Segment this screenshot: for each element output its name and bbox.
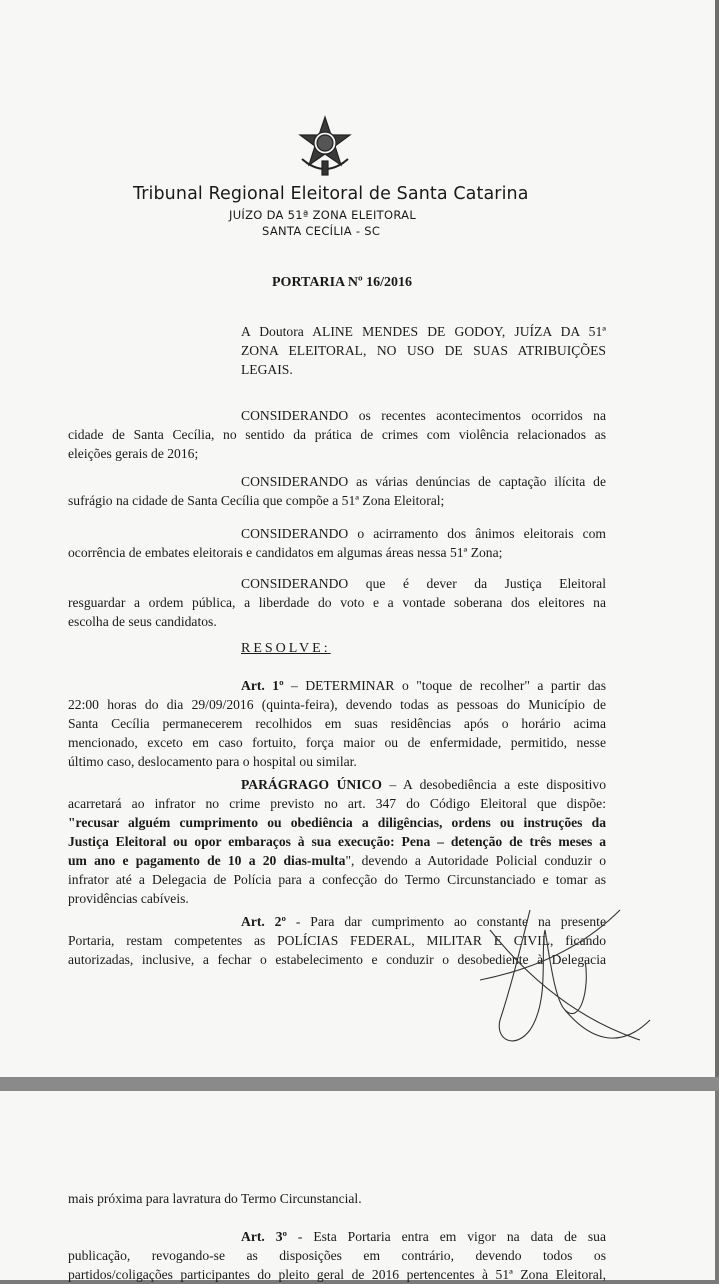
paragraph-line: publicação, revogando-se as disposições em contrário, devendo todos os <box>68 1248 606 1263</box>
paragrafo-text: – A desobediência a este dispositivo <box>381 777 606 792</box>
paragraph-line: escolha de seus candidatos. <box>68 614 217 629</box>
paragraph-line: eleições gerais de 2016; <box>68 446 199 461</box>
paragraph-line: CONSIDERANDO o acirramento dos ânimos eleitorais com <box>241 526 606 541</box>
paragraph-line: Justiça Eleitoral ou opor embaraços à sua execução: Pena – detenção de três meses a <box>68 834 606 849</box>
penalty-text: um ano e pagamento de 10 a 20 dias-multa <box>68 853 346 868</box>
paragraph-line: partidos/coligações participantes do pleito geral de 2016 pertencentes à 51ª Zona Eleitoral, <box>68 1267 606 1282</box>
article-1 <box>68 676 606 771</box>
article-3 <box>68 1227 606 1284</box>
paragraph-line: Portaria, restam competentes as POLÍCIAS FEDERAL, MILITAR E CIVIL, ficando <box>68 933 606 948</box>
intro-line: ZONA ELEITORAL, NO USO DE SUAS ATRIBUIÇÕES <box>241 343 606 358</box>
paragrafo-unico <box>68 775 606 908</box>
paragraph-line: acarretará ao infrator no crime previsto no art. 347 do Código Eleitoral que dispõe: <box>68 796 606 811</box>
paragraph-line: CONSIDERANDO que é dever da Justiça Eleitoral <box>241 576 606 591</box>
article-2-continued <box>68 1189 606 1208</box>
intro-paragraph <box>241 322 606 379</box>
considerando-4 <box>68 574 606 631</box>
resolve-heading: RESOLVE: <box>241 641 331 656</box>
article-1-text: – DETERMINAR o "toque de recolher" a partir das <box>283 678 606 693</box>
paragraph-line: "recusar alguém cumprimento ou obediência a diligências, ordens ou instruções da <box>68 815 606 830</box>
paragraph-line <box>68 775 606 794</box>
paragraph-line: mais próxima para lavratura do Termo Circunstancial. <box>68 1191 362 1206</box>
considerando-3 <box>68 524 606 562</box>
paragraph-line: infrator até a Delegacia de Polícia para a confecção do Termo Circunstanciado e tomar as <box>68 872 606 887</box>
document-title: PORTARIA Nº 16/2016 <box>272 275 412 290</box>
court-zone: JUÍZO DA 51ª ZONA ELEITORAL <box>229 208 417 222</box>
court-city: SANTA CECÍLIA - SC <box>262 224 381 238</box>
considerando-1 <box>68 406 606 463</box>
article-3-text: - Esta Portaria entra em vigor na data de sua <box>286 1229 606 1244</box>
handwritten-signature <box>470 890 680 1060</box>
paragraph-line: autorizadas, inclusive, a fechar o estabelecimento e conduzir o desobediente à Delegacia <box>68 952 606 967</box>
article-2-text: - Para dar cumprimento ao constante na presente <box>285 914 606 929</box>
intro-line: A Doutora ALINE MENDES DE GODOY, JUÍZA DA 51ª <box>241 324 606 339</box>
paragraph-line: ocorrência de embates eleitorais e candidatos em algumas áreas nessa 51ª Zona; <box>68 545 503 560</box>
paragraph-line <box>68 676 606 695</box>
document-page-2 <box>0 1091 715 1280</box>
paragraph-line <box>68 851 606 870</box>
paragraph-line: 22:00 horas do dia 29/09/2016 (quinta-feira), devendo todas as pessoas do Município de <box>68 697 606 712</box>
paragraph-line: CONSIDERANDO os recentes acontecimentos ocorridos na <box>241 408 606 423</box>
penalty-rest: ", devendo a Autoridade Policial conduzir o <box>345 853 606 868</box>
article-1-label: Art. 1º <box>241 678 284 693</box>
paragraph-line: sufrágio na cidade de Santa Cecília que compõe a 51ª Zona Eleitoral; <box>68 493 445 508</box>
paragraph-line: CONSIDERANDO as várias denúncias de captação ilícita de <box>241 474 606 489</box>
page-separator <box>0 1077 719 1091</box>
paragraph-line: último caso, deslocamento para o hospital ou similar. <box>68 754 357 769</box>
paragraph-line: providências cabíveis. <box>68 891 189 906</box>
intro-line: LEGAIS. <box>241 362 293 377</box>
paragraph-line: Santa Cecília permanecerem recolhidos em suas residências após o horário acima <box>68 716 606 731</box>
paragrafo-label: PARÁGRAGO ÚNICO <box>241 777 382 792</box>
paragraph-line: mencionado, exceto em caso fortuito, força maior ou de enfermidade, permitido, nesse <box>68 735 606 750</box>
paragraph-line <box>68 1227 606 1246</box>
paragraph-line: resguardar a ordem pública, a liberdade do voto e a vontade soberana dos eleitores na <box>68 595 606 610</box>
article-3-label: Art. 3º <box>241 1229 287 1244</box>
article-2-label: Art. 2º <box>241 914 286 929</box>
paragraph-line: cidade de Santa Cecília, no sentido da prática de crimes com violência relacionados as <box>68 427 606 442</box>
court-name: Tribunal Regional Eleitoral de Santa Catarina <box>133 184 529 204</box>
coat-of-arms-emblem-icon <box>294 115 356 179</box>
considerando-2 <box>68 472 606 510</box>
